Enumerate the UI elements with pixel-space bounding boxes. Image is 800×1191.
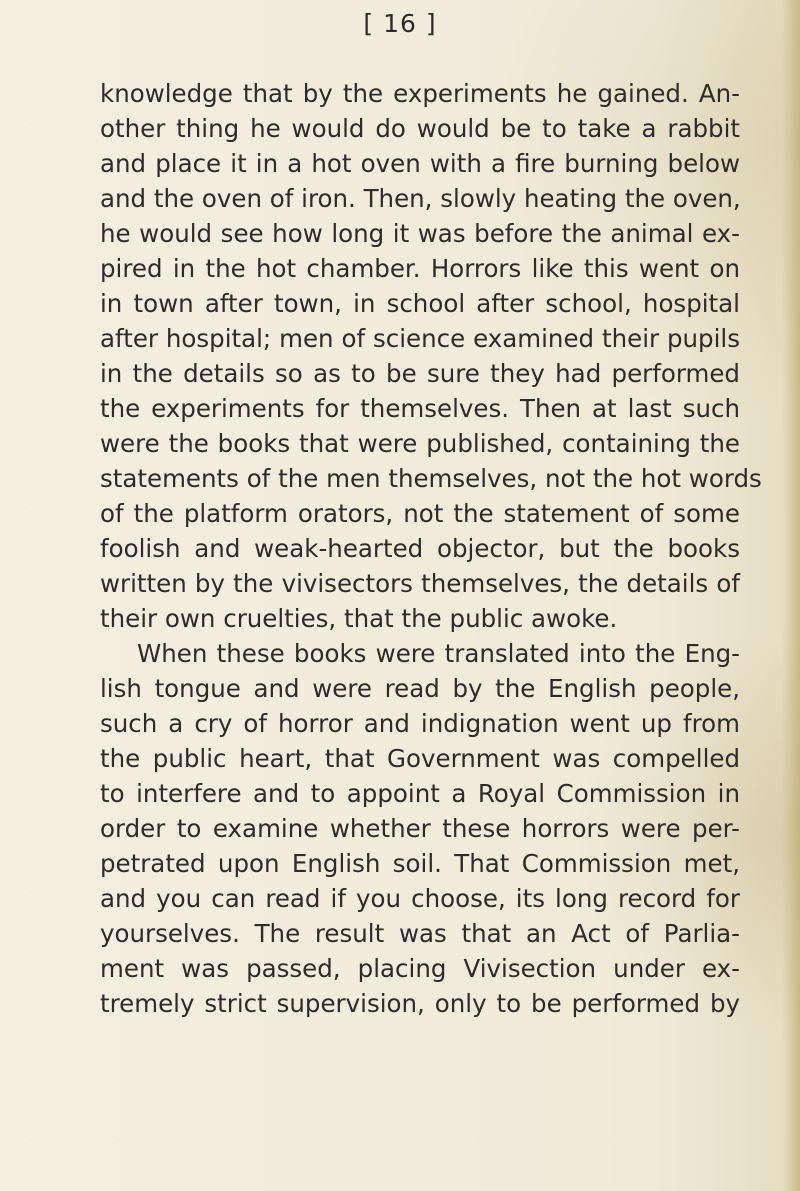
text-line: order to examine whether these horrors were per- — [100, 814, 740, 843]
text-line: the experiments for themselves. Then at last such — [100, 394, 740, 423]
text-line: of the platform orators, not the statement of some — [100, 499, 740, 528]
text-line: in the details so as to be sure they had performed — [100, 359, 740, 388]
text-line: lish tongue and were read by the English people, — [100, 674, 740, 703]
text-line: knowledge that by the experiments he gained. An- — [100, 79, 740, 108]
text-line: yourselves. The result was that an Act of Parlia- — [100, 919, 740, 948]
text-line: ment was passed, placing Vivisection under ex- — [100, 954, 740, 983]
text-line: pired in the hot chamber. Horrors like this went on — [100, 254, 740, 283]
text-line: their own cruelties, that the public awoke. — [100, 604, 618, 633]
text-line: and place it in a hot oven with a fire burning below — [100, 149, 740, 178]
text-line: other thing he would do would be to take a rabbit — [100, 114, 740, 143]
text-line: written by the vivisectors themselves, the details of — [100, 569, 740, 598]
text-line: the public heart, that Government was compelled — [100, 744, 740, 773]
page-edge-shadow — [782, 0, 800, 1191]
text-line: were the books that were published, containing the — [100, 429, 740, 458]
paragraph-2 — [100, 636, 740, 1021]
paragraph-1 — [100, 76, 762, 636]
text-line: petrated upon English soil. That Commission met, — [100, 849, 740, 878]
text-line: after hospital; men of science examined their pupils — [100, 324, 740, 353]
text-line: and the oven of iron. Then, slowly heating the oven, — [100, 184, 741, 213]
text-line: such a cry of horror and indignation went up from — [100, 709, 740, 738]
text-line: foolish and weak-hearted objector, but the books — [100, 534, 740, 563]
text-line: When these books were translated into the Eng- — [137, 639, 740, 668]
body-text — [100, 76, 762, 1021]
text-line: tremely strict supervision, only to be performed by — [100, 989, 740, 1018]
text-line: in town after town, in school after school, hospital — [100, 289, 740, 318]
page-number: [ 16 ] — [363, 9, 437, 38]
text-line: statements of the men themselves, not the hot words — [100, 464, 762, 493]
text-line: he would see how long it was before the animal ex- — [100, 219, 740, 248]
text-line: to interfere and to appoint a Royal Commission in — [100, 779, 740, 808]
text-line: and you can read if you choose, its long record for — [100, 884, 740, 913]
